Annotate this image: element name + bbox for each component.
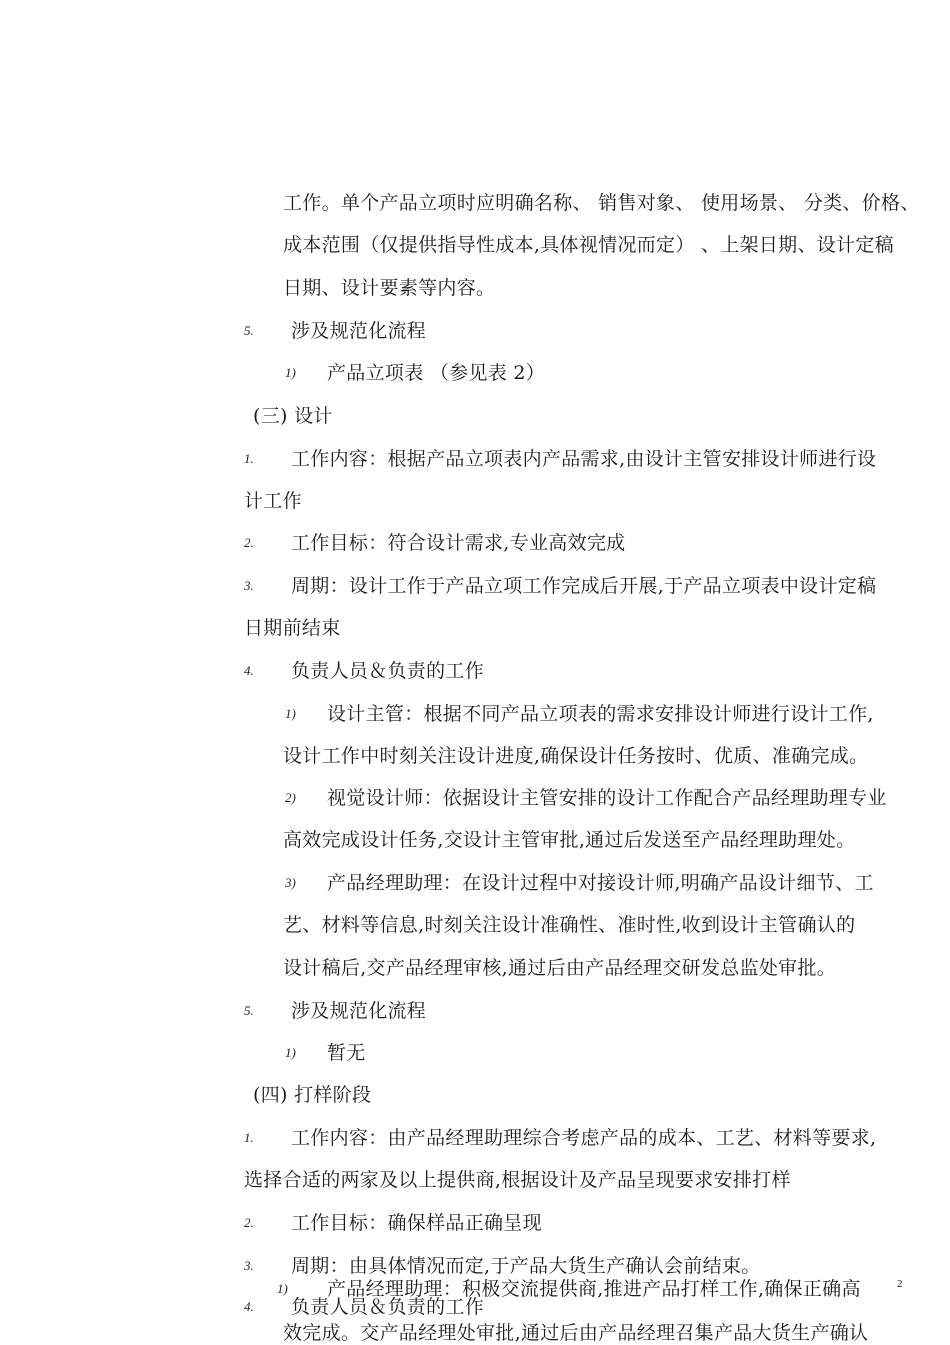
text-line: 高效完成设计任务,交设计主管审批,通过后发送至产品经理助理处。: [283, 829, 856, 851]
sub-list-item: 视觉设计师：依据设计主管安排的设计工作配合产品经理助理专业: [327, 787, 887, 809]
list-item: 负责人员＆负责的工作: [291, 660, 485, 682]
list-item: 涉及规范化流程: [291, 1000, 427, 1022]
list-item: 周期：由具体情况而定,于产品大货生产确认会前结束。: [291, 1255, 761, 1277]
sub-list-number: 1): [285, 1045, 296, 1060]
list-item: 工作内容：由产品经理助理综合考虑产品的成本、工艺、材料等要求,: [291, 1127, 877, 1149]
list-item: 工作内容：根据产品立项表内产品需求,由设计主管安排设计师进行设: [291, 448, 877, 470]
sub-list-item: 产品立项表 （参见表 2）: [327, 362, 546, 384]
text-line: 选择合适的两家及以上提供商,根据设计及产品呈现要求安排打样: [244, 1169, 791, 1191]
list-item: 工作目标：确保样品正确呈现: [291, 1212, 542, 1234]
text-line: 效完成。交产品经理处审批,通过后由产品经理召集产品大货生产确认: [283, 1322, 869, 1344]
sub-list-item: 产品经理助理：在设计过程中对接设计师,明确产品设计细节、工: [327, 872, 874, 894]
list-number: 5.: [244, 323, 254, 338]
list-number: 4.: [244, 663, 254, 678]
section-heading: (四) 打样阶段: [253, 1084, 372, 1106]
list-number: 5.: [244, 1003, 254, 1018]
text-line: 成本范围（仅提供指导性成本,具体视情况而定） 、上架日期、设计定稿: [283, 234, 894, 256]
list-number: 3.: [244, 1258, 254, 1273]
list-item: 工作目标：符合设计需求,专业高效完成: [291, 532, 626, 554]
text-line: 工作。单个产品立项时应明确名称、 销售对象、 使用场景、 分类、价格、: [283, 192, 920, 214]
text-line: 计工作: [244, 490, 302, 512]
list-number: 2.: [244, 535, 254, 550]
text-line: 设计稿后,交产品经理审核,通过后由产品经理交研发总监处审批。: [283, 957, 837, 979]
section-heading: (三) 设计: [253, 405, 333, 427]
sub-list-item: 暂无: [327, 1042, 366, 1064]
list-item: 负责人员＆负责的工作: [291, 1296, 485, 1318]
text-line: 日期前结束: [244, 617, 341, 639]
list-item: 周期：设计工作于产品立项工作完成后开展,于产品立项表中设计定稿: [291, 575, 877, 597]
list-item: 涉及规范化流程: [291, 320, 427, 342]
text-line: 日期、设计要素等内容。: [283, 277, 496, 299]
sub-list-item: 设计主管：根据不同产品立项表的需求安排设计师进行设计工作,: [327, 703, 874, 725]
list-number: 2.: [244, 1215, 254, 1230]
text-line: 设计工作中时刻关注设计进度,确保设计任务按时、优质、准确完成。: [283, 745, 869, 767]
list-number: 3.: [244, 578, 254, 593]
sub-list-number: 3): [285, 875, 296, 890]
sub-list-number: 2): [285, 790, 296, 805]
list-number: 1.: [244, 451, 254, 466]
list-number: 1.: [244, 1130, 254, 1145]
page-number: 2: [897, 1278, 903, 1290]
sub-list-number: 1): [285, 365, 296, 380]
sub-list-item: 产品经理助理：积极交流提供商,推进产品打样工作,确保正确高: [327, 1278, 861, 1300]
list-number: 4.: [244, 1299, 254, 1314]
sub-list-number: 1): [285, 706, 296, 721]
text-line: 艺、材料等信息,时刻关注设计准确性、准时性,收到设计主管确认的: [283, 914, 856, 936]
sub-list-number: 1): [277, 1281, 288, 1296]
